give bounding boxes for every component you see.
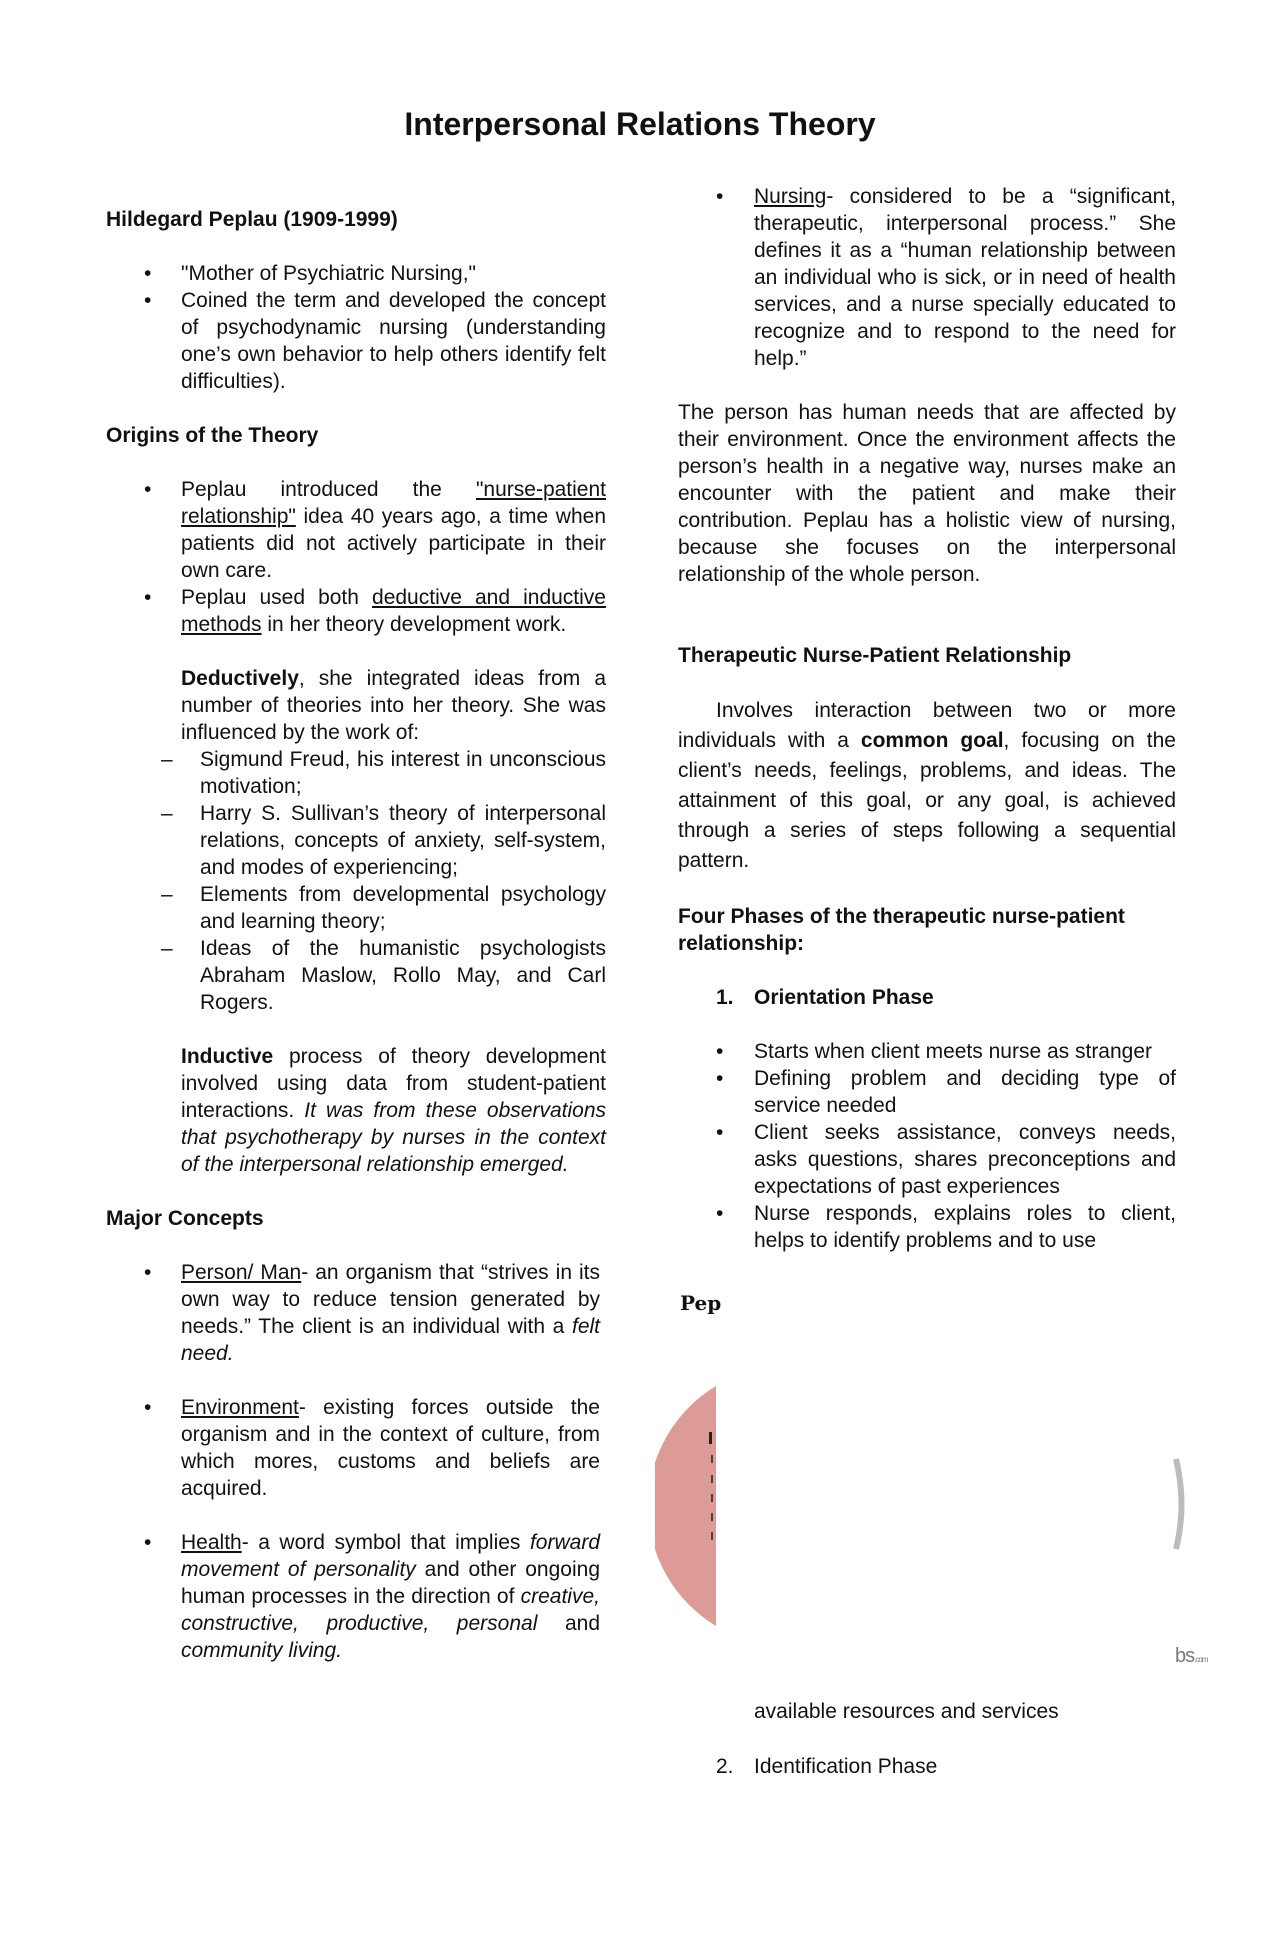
list-item: – Ideas of the humanistic psychologists Abraham Maslow, Rollo May, and Carl Rogers. bbox=[161, 937, 606, 1014]
phase-orientation: 1. Orientation Phase bbox=[716, 986, 934, 1009]
widget-shape bbox=[655, 1290, 1215, 1690]
continued-text: available resources and services bbox=[754, 1700, 1059, 1723]
list-item: • Starts when client meets nurse as stranger bbox=[716, 1040, 1153, 1063]
widget-tick bbox=[711, 1494, 713, 1502]
influences-list bbox=[106, 746, 606, 1016]
right-column bbox=[678, 183, 1176, 1254]
list-item: – Harry S. Sullivan’s theory of interpersonal relations, concepts of anxiety, self-system, and modes of experiencing; bbox=[161, 802, 606, 879]
origins-list bbox=[106, 476, 606, 638]
heading-major-concepts: Major Concepts bbox=[106, 1207, 264, 1230]
concepts-list bbox=[106, 1259, 606, 1664]
heading-origins: Origins of the Theory bbox=[106, 424, 319, 447]
grey-arc bbox=[1176, 1459, 1182, 1549]
list-item: • Health- a word symbol that implies forward movement of personality and other ongoing human processes in the direction of creative, constructive, productive, personal and community living. bbox=[144, 1531, 600, 1662]
list-item: – Elements from developmental psychology and learning theory; bbox=[161, 883, 606, 933]
heading-peplau: Hildegard Peplau (1909-1999) bbox=[106, 208, 398, 231]
therapeutic-paragraph: Involves interaction between two or more individuals with a common goal, focusing on the client’s needs, feelings, problems, and ideas. The attainment of this goal, or any goal, is achieved through a series of steps following a sequential pattern. bbox=[678, 699, 1176, 872]
list-item: • Nurse responds, explains roles to client, helps to identify problems and to use bbox=[716, 1202, 1176, 1252]
widget-tick bbox=[711, 1532, 713, 1540]
deductive-paragraph: Deductively, she integrated ideas from a number of theories into her theory. She was influenced by the work of: bbox=[181, 667, 606, 744]
widget-tick bbox=[711, 1475, 713, 1483]
list-item: • Person/ Man- an organism that “strives in its own way to reduce tension generated by needs.” The client is an individual with a felt need. bbox=[144, 1261, 601, 1365]
list-item: • "Mother of Psychiatric Nursing," bbox=[144, 262, 477, 285]
list-item: • Client seeks assistance, conveys needs, asks questions, shares preconceptions and expectations of past experiences bbox=[716, 1121, 1176, 1198]
widget-tick bbox=[711, 1455, 713, 1463]
left-column bbox=[106, 206, 606, 1664]
peplau-list bbox=[106, 260, 606, 395]
list-item: • Peplau used both deductive and inductive methods in her theory development work. bbox=[144, 586, 606, 636]
widget-tick bbox=[711, 1513, 713, 1521]
nursing-list bbox=[678, 183, 1176, 372]
orientation-list bbox=[678, 1038, 1176, 1254]
widget-label-pep: Pep bbox=[680, 1291, 722, 1315]
inductive-paragraph: Inductive process of theory development involved using data from student-patient interactions. It was from these observations that psychotherapy by nurses in the context of the interpersonal relationship emerged. bbox=[181, 1045, 607, 1176]
embedded-widget bbox=[655, 1290, 1215, 1690]
list-item: • Environment- existing forces outside the organism and in the context of culture, from which mores, customs and beliefs are acquired. bbox=[144, 1396, 600, 1500]
methods-link: deductive and inductive methods bbox=[181, 586, 606, 636]
person-paragraph: The person has human needs that are affected by their environment. Once the environment affects the person’s health in a negative way, nurses make an encounter with the patient and make their contribution. Peplau has a holistic view of nursing, because she focuses on the interpersonal relationship of the whole person. bbox=[678, 401, 1176, 586]
page-title: Interpersonal Relations Theory bbox=[404, 106, 876, 142]
red-half-circle bbox=[655, 1386, 716, 1626]
heading-therapeutic: Therapeutic Nurse-Patient Relationship bbox=[678, 644, 1072, 667]
widget-tick bbox=[709, 1432, 712, 1444]
list-item: • Peplau introduced the "nurse-patient relationship" idea 40 years ago, a time when patients did not actively participate in their own care. bbox=[144, 478, 606, 582]
list-item: • Defining problem and deciding type of service needed bbox=[716, 1067, 1176, 1117]
list-item: • Coined the term and developed the concept of psychodynamic nursing (understanding one’s own behavior to help others identify felt difficulties). bbox=[144, 289, 606, 393]
widget-logo: bs.com bbox=[1175, 1645, 1208, 1667]
heading-four-phases: Four Phases of the therapeutic nurse-patient relationship: bbox=[678, 905, 1125, 955]
list-item: • Nursing- considered to be a “significant, therapeutic, interpersonal process.” She defines it as a “human relationship between an individual who is sick, or in need of health services, and a nurse specially educated to recognize and to respond to the need for help.” bbox=[716, 185, 1176, 370]
phase-identification: 2. Identification Phase bbox=[716, 1755, 938, 1778]
nurse-patient-link: "nurse-patient relationship" bbox=[181, 478, 606, 528]
list-item: – Sigmund Freud, his interest in unconscious motivation; bbox=[161, 748, 606, 798]
